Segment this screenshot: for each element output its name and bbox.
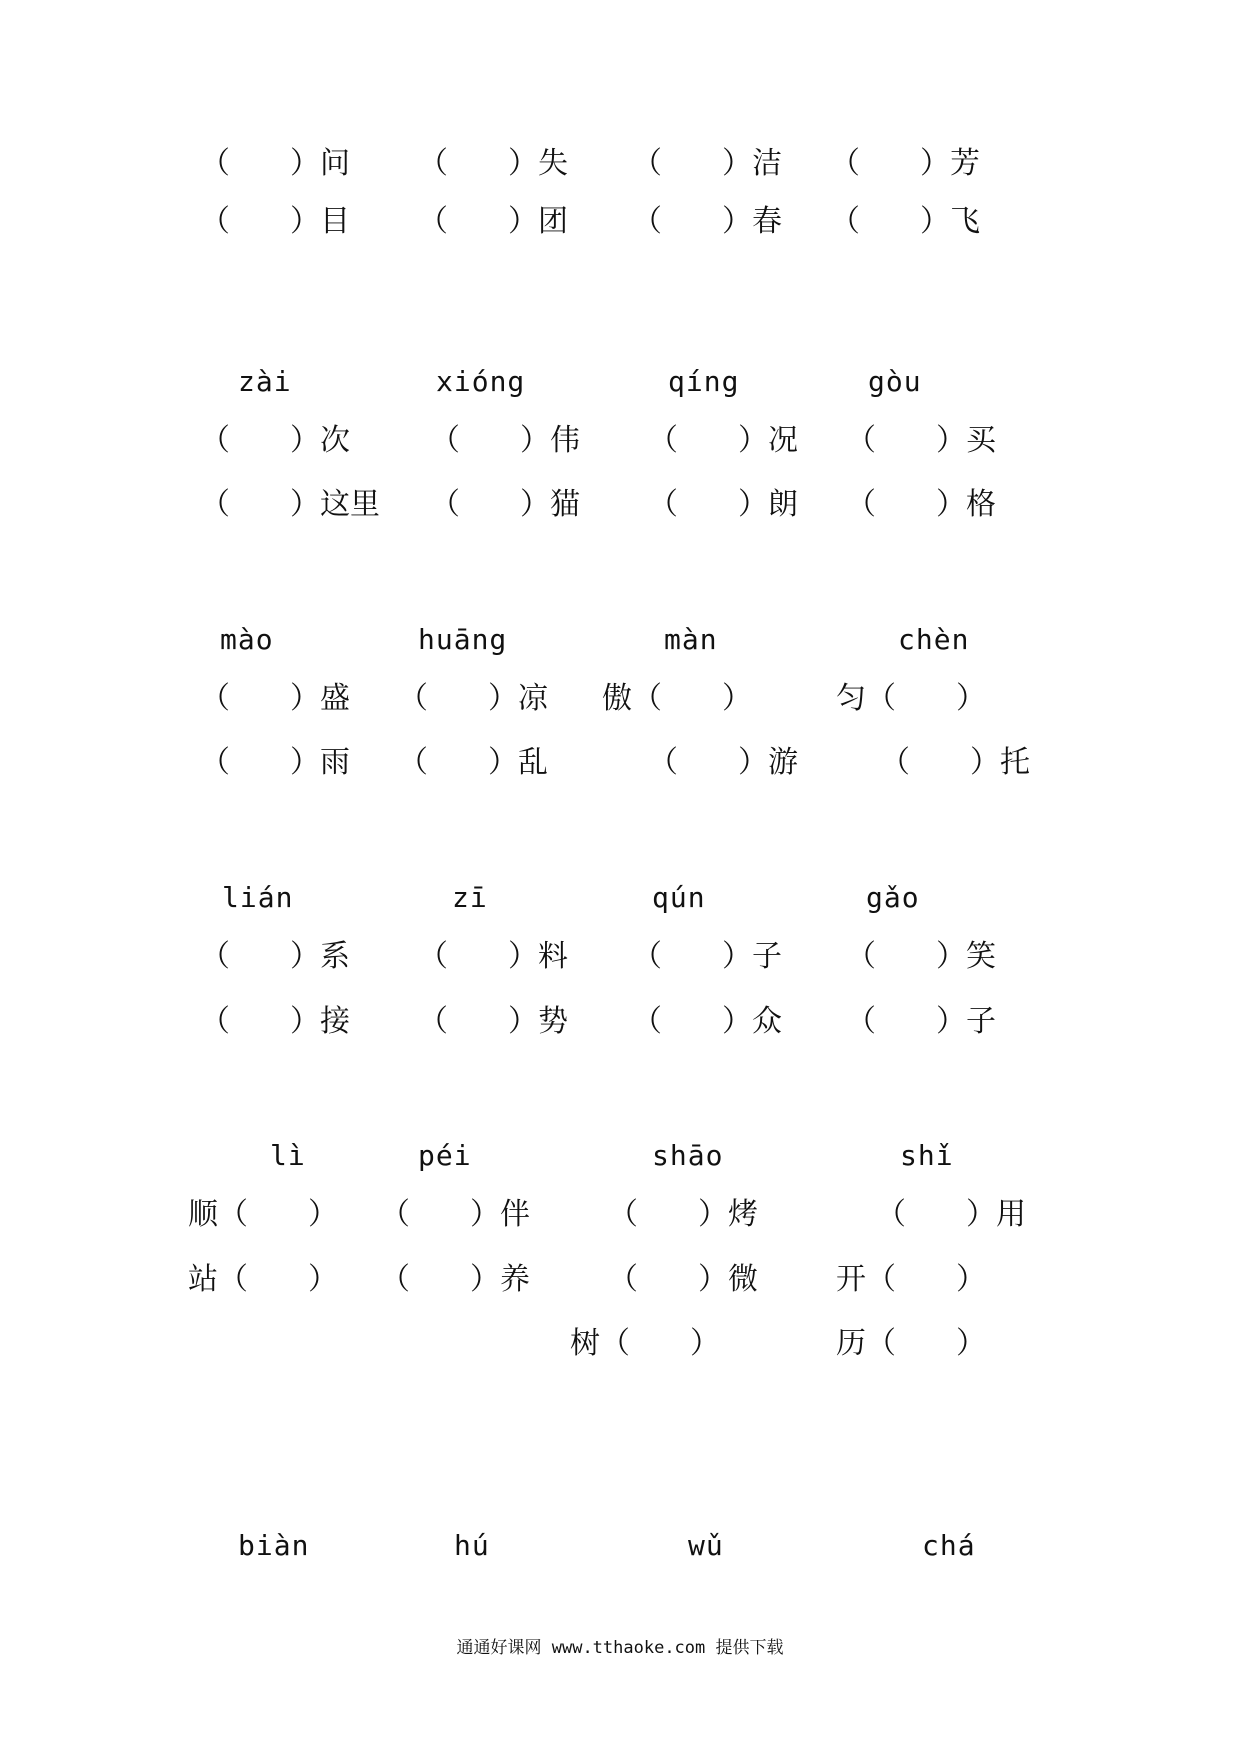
blank-item: 开（ ） [836,1262,986,1297]
blank-item: （ ）这里 [200,487,380,522]
blank-item: （ ）游 [648,745,798,780]
pinyin-label: shǐ [900,1139,954,1172]
pinyin-label: zài [238,365,292,398]
blank-item: （ ）猫 [430,487,580,522]
blank-item: （ ）次 [200,423,350,458]
blank-item: （ ）格 [846,487,996,522]
blank-item: （ ）春 [632,204,782,239]
blank-item: （ ）凉 [398,681,548,716]
pinyin-label: mào [220,623,274,656]
pinyin-label: lì [270,1139,306,1172]
blank-item: （ ）朗 [648,487,798,522]
pinyin-label: wǔ [688,1529,724,1562]
pinyin-label: chèn [898,623,970,656]
blank-item: （ ）伟 [430,423,580,458]
blank-item: （ ）芳 [830,146,980,181]
blank-item: （ ）飞 [830,204,980,239]
blank-item: （ ）问 [200,146,350,181]
blank-item: （ ）乱 [398,745,548,780]
blank-item: 顺（ ） [188,1197,338,1232]
blank-item: 匀（ ） [836,681,986,716]
blank-item: （ ）众 [632,1004,782,1039]
pinyin-label: péi [418,1139,472,1172]
blank-item: （ ）买 [846,423,996,458]
pinyin-label: gǎo [866,881,920,914]
blank-item: （ ）失 [418,146,568,181]
pinyin-label: zī [452,881,488,914]
blank-item: （ ）目 [200,204,350,239]
blank-item: 傲（ ） [602,681,752,716]
page-footer: 通通好课网 www.tthaoke.com 提供下载 [456,1638,784,1658]
blank-item: 历（ ） [836,1326,986,1361]
blank-item: （ ）子 [632,939,782,974]
blank-item: （ ）盛 [200,681,350,716]
blank-item: 站（ ） [188,1262,338,1297]
blank-item: （ ）洁 [632,146,782,181]
pinyin-label: gòu [868,365,922,398]
blank-item: （ ）伴 [380,1197,530,1232]
blank-item: （ ）用 [876,1197,1026,1232]
blank-item: （ ）况 [648,423,798,458]
pinyin-label: chá [922,1529,976,1562]
pinyin-label: lián [222,881,294,914]
blank-item: （ ）势 [418,1004,568,1039]
blank-item: （ ）料 [418,939,568,974]
pinyin-label: hú [454,1529,490,1562]
pinyin-label: xióng [436,365,526,398]
blank-item: （ ）接 [200,1004,350,1039]
pinyin-label: biàn [238,1529,310,1562]
blank-item: （ ）团 [418,204,568,239]
blank-item: 树（ ） [570,1326,720,1361]
pinyin-label: huāng [418,623,508,656]
blank-item: （ ）子 [846,1004,996,1039]
blank-item: （ ）养 [380,1262,530,1297]
blank-item: （ ）笑 [846,939,996,974]
blank-item: （ ）雨 [200,745,350,780]
blank-item: （ ）微 [608,1262,758,1297]
blank-item: （ ）烤 [608,1197,758,1232]
pinyin-label: màn [664,623,718,656]
pinyin-label: qíng [668,365,740,398]
blank-item: （ ）系 [200,939,350,974]
blank-item: （ ）托 [880,745,1030,780]
pinyin-label: shāo [652,1139,724,1172]
pinyin-label: qún [652,881,706,914]
